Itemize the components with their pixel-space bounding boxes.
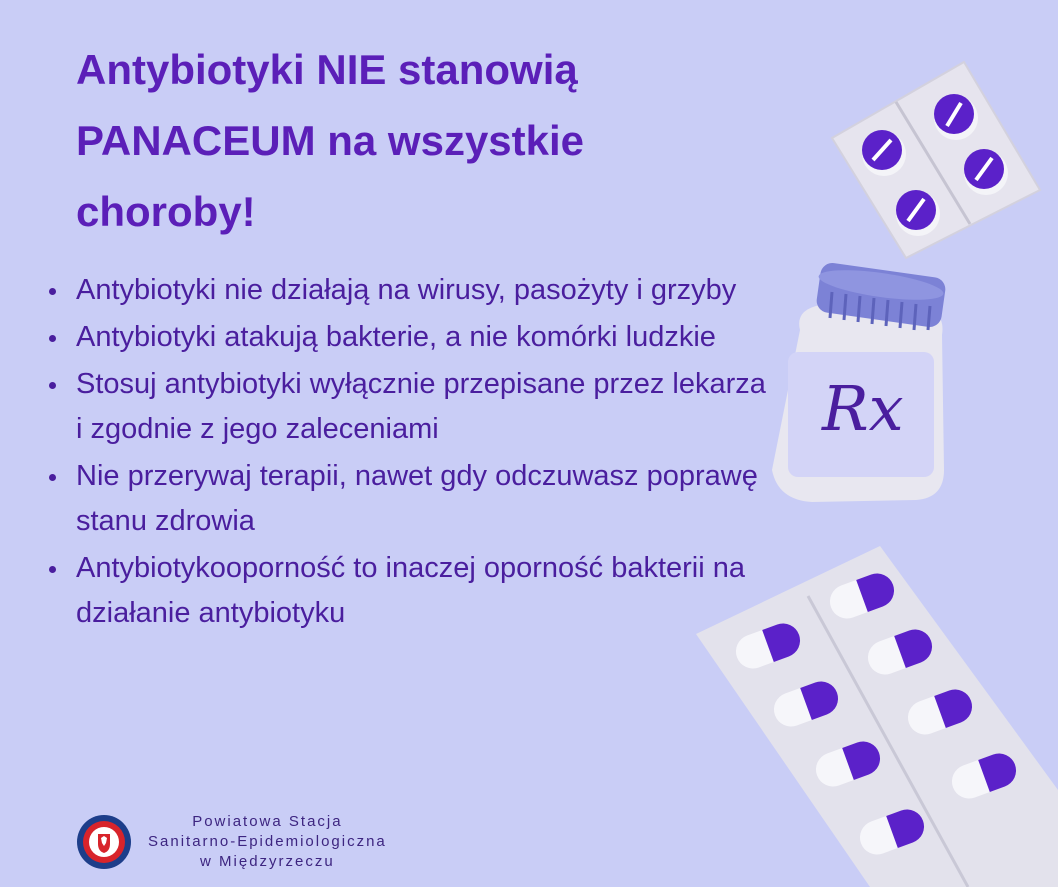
title-part-2: stanowią bbox=[386, 46, 578, 93]
bottle-label: Rx bbox=[822, 372, 904, 445]
title-part-3: na wszystkie choroby! bbox=[76, 117, 585, 235]
org-line-2: Sanitarno-Epidemiologiczna bbox=[148, 833, 387, 850]
bullet-list bbox=[46, 268, 766, 638]
org-line-3: w Międzyrzeczu bbox=[200, 853, 335, 870]
bullet-dot bbox=[49, 382, 56, 389]
title-emphasis-nie: NIE bbox=[316, 46, 387, 93]
bullet-dot bbox=[49, 566, 56, 573]
bullet-item bbox=[46, 268, 766, 313]
page-title bbox=[76, 34, 716, 247]
title-emphasis-panaceum: PANACEUM bbox=[76, 117, 316, 164]
footer bbox=[76, 812, 387, 872]
bullet-text: Antybiotykooporność to inaczej oporność bakterii na działanie antybiotyku bbox=[76, 552, 745, 629]
bullet-text: Antybiotyki nie działają na wirusy, pasożyty i grzyby bbox=[76, 274, 737, 306]
organization-name bbox=[148, 812, 387, 872]
title-part-1: Antybiotyki bbox=[76, 46, 317, 93]
bullet-dot bbox=[49, 288, 56, 295]
org-line-1: Powiatowa Stacja bbox=[192, 813, 343, 830]
bullet-text: Nie przerywaj terapii, nawet gdy odczuwasz poprawę stanu zdrowia bbox=[76, 460, 758, 537]
bullet-item bbox=[46, 362, 766, 452]
bullet-dot bbox=[49, 474, 56, 481]
bullet-dot bbox=[49, 335, 56, 342]
sanitary-inspection-logo bbox=[76, 814, 132, 870]
pill-blister-round-icon bbox=[832, 62, 1040, 258]
bullet-text: Stosuj antybiotyki wyłącznie przepisane przez lekarza i zgodnie z jego zaleceniami bbox=[76, 368, 766, 445]
prescription-bottle-icon bbox=[772, 261, 947, 502]
bullet-item bbox=[46, 546, 766, 636]
bullet-item bbox=[46, 315, 766, 360]
bullet-text: Antybiotyki atakują bakterie, a nie komórki ludzkie bbox=[76, 321, 716, 353]
bullet-item bbox=[46, 454, 766, 544]
